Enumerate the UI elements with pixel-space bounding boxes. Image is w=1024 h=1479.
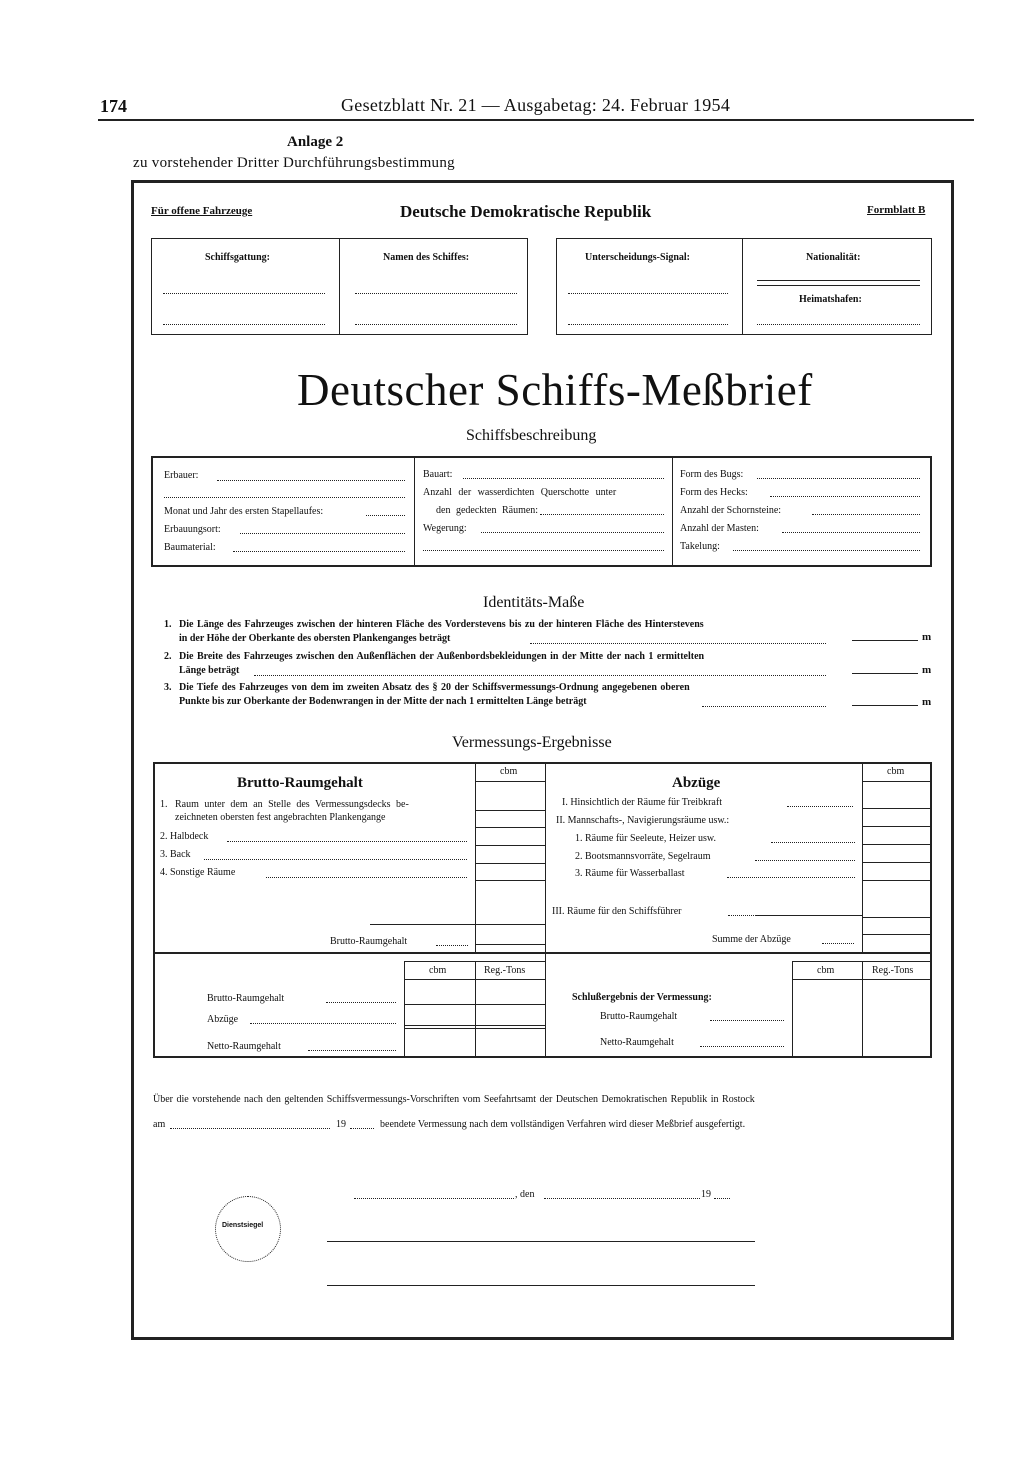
- bauart-field[interactable]: [463, 478, 664, 479]
- annex-title: Anlage 2: [287, 134, 344, 150]
- brutto-cbm-1b[interactable]: [475, 827, 545, 828]
- identitaet-text-3a: Die Tiefe des Fahrzeuges von dem im zweiten Absatz des § 20 der Schiffsvermessungs-Ordnung angegebenen oberen: [179, 682, 690, 693]
- schornsteine-field[interactable]: [812, 514, 920, 515]
- identitaet-text-2a: Die Breite des Fahrzeuges zwischen den Außenflächen der Außenbordsbekleidungen in der Mitte der nach 1 ermittelten: [179, 651, 705, 662]
- masten-field[interactable]: [782, 532, 920, 533]
- identitaet-unit-3: m: [922, 696, 932, 708]
- brutto-item1-b: zeichneten obersten fest angebrachten Plankengange: [175, 812, 386, 823]
- brutto-item2: 2. Halbdeck: [160, 831, 209, 842]
- footer-year-field[interactable]: [350, 1128, 374, 1129]
- footer-date2-field[interactable]: [544, 1198, 700, 1199]
- nationalitaet-field[interactable]: [757, 280, 920, 281]
- breite-value-field[interactable]: [852, 673, 918, 674]
- schiffsgattung-label: Schiffsgattung:: [205, 252, 271, 263]
- signal-field-2[interactable]: [568, 324, 728, 325]
- identitaet-title: Identitäts-Maße: [483, 594, 585, 611]
- divider: [545, 952, 546, 1058]
- divider: [792, 961, 932, 962]
- identitaet-leader-2: [254, 675, 826, 676]
- divider: [792, 961, 793, 1058]
- identitaet-unit-1: m: [922, 631, 932, 643]
- divider: [792, 979, 932, 980]
- brutto-unit: cbm: [500, 766, 518, 777]
- masten-label: Anzahl der Masten:: [680, 523, 759, 534]
- divider: [404, 961, 545, 962]
- identitaet-text-2b: Länge beträgt: [179, 665, 240, 676]
- summary-left-regtons: Reg.-Tons: [484, 965, 526, 976]
- namen-field-2[interactable]: [355, 324, 517, 325]
- heimatshafen-field[interactable]: [757, 324, 920, 325]
- erbauungsort-label: Erbauungsort:: [164, 524, 221, 535]
- divider: [862, 961, 863, 1058]
- divider: [414, 456, 415, 567]
- brutto-cbm-4[interactable]: [475, 880, 545, 881]
- summary-left-brutto: Brutto-Raumgehalt: [207, 993, 285, 1004]
- erbauer-field-2[interactable]: [164, 497, 405, 498]
- divider: [545, 762, 546, 952]
- schiffsgattung-field-2[interactable]: [163, 324, 325, 325]
- wegerung-field[interactable]: [481, 532, 664, 533]
- baumaterial-field[interactable]: [233, 551, 405, 552]
- footer-place-field[interactable]: [354, 1198, 514, 1199]
- abzuege-iii: III. Räume für den Schiffsführer: [552, 906, 682, 917]
- bug-field[interactable]: [757, 478, 920, 479]
- abzuege-title: Abzüge: [672, 775, 721, 791]
- brutto-total-leader: [436, 945, 468, 946]
- page-number: 174: [100, 96, 127, 116]
- brutto-item3-leader: [204, 859, 467, 860]
- divider: [404, 979, 545, 980]
- divider: [404, 961, 405, 1058]
- schiffsgattung-field[interactable]: [163, 293, 325, 294]
- identitaet-leader-3: [702, 706, 826, 707]
- identitaet-num-2: 2.: [164, 651, 172, 662]
- divider: [475, 961, 476, 1058]
- querschotte-field[interactable]: [540, 514, 664, 515]
- heck-label: Form des Hecks:: [680, 487, 748, 498]
- abzuege-cbm-ii1[interactable]: [862, 844, 932, 845]
- brutto-cbm-total[interactable]: [475, 944, 545, 945]
- abzuege-cbm-i[interactable]: [862, 808, 932, 809]
- abzuege-ii1: 1. Räume für Seeleute, Heizer usw.: [575, 833, 716, 844]
- divider: [862, 762, 863, 952]
- identitaet-leader-1: [530, 643, 826, 644]
- brutto-item4: 4. Sonstige Räume: [160, 867, 236, 878]
- abzuege-cbm-summe[interactable]: [862, 934, 932, 935]
- footer-den: , den: [515, 1189, 535, 1200]
- abzuege-i: I. Hinsichtlich der Räume für Treibkraft: [562, 797, 722, 808]
- signature-line-2[interactable]: [327, 1285, 755, 1286]
- abzuege-cbm-ii3[interactable]: [862, 880, 932, 881]
- summary-right-brutto: Brutto-Raumgehalt: [600, 1011, 678, 1022]
- nationalitaet-label: Nationalität:: [806, 252, 861, 263]
- baumaterial-label: Baumaterial:: [164, 542, 216, 553]
- footer-line1: Über die vorstehende nach den geltenden Schiffsvermessungs-Vorschriften vom Seefahrtsamt der Deutschen Demokratischen Republik in Rostock: [153, 1094, 755, 1105]
- summary-right-netto-leader: [700, 1046, 784, 1047]
- heck-field[interactable]: [770, 496, 920, 497]
- brutto-title: Brutto-Raumgehalt: [237, 775, 363, 791]
- summary-left-sum-rule: [404, 1028, 545, 1029]
- summary-right-regtons: Reg.-Tons: [872, 965, 914, 976]
- brutto-cbm-3[interactable]: [475, 863, 545, 864]
- schornsteine-label: Anzahl der Schornsteine:: [680, 505, 782, 516]
- brutto-cbm-2[interactable]: [475, 845, 545, 846]
- abzuege-i-leader: [787, 806, 853, 807]
- summary-left-netto-leader: [308, 1050, 396, 1051]
- querschotte-label: Anzahl der wasserdichten Querschotte unter: [423, 487, 617, 498]
- erbauer-field[interactable]: [217, 480, 405, 481]
- footer-date-field[interactable]: [170, 1128, 330, 1129]
- brutto-item3: 3. Back: [160, 849, 191, 860]
- bug-label: Form des Bugs:: [680, 469, 744, 480]
- monat-field[interactable]: [366, 515, 405, 516]
- takelung-field[interactable]: [733, 550, 920, 551]
- summary-right-netto: Netto-Raumgehalt: [600, 1037, 674, 1048]
- namen-label: Namen des Schiffes:: [383, 252, 470, 263]
- namen-field[interactable]: [355, 293, 517, 294]
- summary-divider: [153, 952, 932, 954]
- summary-left-brutto-cells[interactable]: [404, 1004, 545, 1005]
- abzuege-ii: II. Mannschafts-, Navigierungsräume usw.:: [556, 815, 730, 826]
- abzuege-summe-leader: [822, 943, 854, 944]
- abzuege-ii3: 3. Räume für Wasserballast: [575, 868, 685, 879]
- main-title: Deutscher Schiffs-Meßbrief: [297, 365, 813, 415]
- wegerung-field-2[interactable]: [423, 550, 664, 551]
- summary-right-brutto-leader: [710, 1020, 784, 1021]
- divider: [475, 781, 545, 782]
- summary-right-title: Schlußergebnis der Vermessung:: [572, 992, 712, 1003]
- ergebnisse-title: Vermessungs-Ergebnisse: [452, 734, 612, 751]
- open-vessels-label: Für offene Fahrzeuge: [151, 205, 253, 217]
- footer-year2-field[interactable]: [714, 1198, 730, 1199]
- signal-field[interactable]: [568, 293, 728, 294]
- summary-left-abzuege-leader: [250, 1023, 396, 1024]
- header-rule: [98, 119, 974, 121]
- summary-left-abzuege-cells[interactable]: [404, 1025, 545, 1026]
- erbauer-label: Erbauer:: [164, 470, 199, 481]
- identitaet-text-1b: in der Höhe der Oberkante des obersten Plankenganges beträgt: [179, 633, 451, 644]
- divider: [672, 456, 673, 567]
- abzuege-ii2: 2. Bootsmannsvorräte, Segelraum: [575, 851, 711, 862]
- footer-year2: 19: [701, 1189, 711, 1200]
- abzuege-cbm-ii[interactable]: [862, 826, 932, 827]
- monat-label: Monat und Jahr des ersten Stapellaufes:: [164, 506, 324, 517]
- running-title: Gesetzblatt Nr. 21 — Ausgabetag: 24. Februar 1954: [341, 95, 731, 115]
- abzuege-cbm-iii[interactable]: [862, 917, 932, 918]
- abzuege-cbm-ii2[interactable]: [862, 862, 932, 863]
- signature-line-1[interactable]: [327, 1241, 755, 1242]
- nationalitaet-field-2: [757, 285, 920, 286]
- identitaet-num-3: 3.: [164, 682, 172, 693]
- annex-subtitle: zu vorstehender Dritter Durchführungsbestimmung: [133, 155, 455, 171]
- summary-right-cbm: cbm: [817, 965, 835, 976]
- abzuege-sum-rule: [756, 915, 862, 916]
- footer-line2: beendete Vermessung nach dem vollständigen Verfahren wird dieser Meßbrief ausgefertigt.: [380, 1119, 746, 1130]
- footer-am: am: [153, 1119, 166, 1130]
- heimatshafen-label: Heimatshafen:: [799, 294, 862, 305]
- formblatt-label: Formblatt B: [867, 204, 926, 216]
- identitaet-num-1: 1.: [164, 619, 172, 630]
- tiefe-value-field[interactable]: [852, 705, 918, 706]
- footer-year: 19: [336, 1119, 346, 1130]
- querschotte-label-2: den gedeckten Räumen:: [436, 505, 539, 516]
- identitaet-unit-2: m: [922, 664, 932, 676]
- beschreibung-title: Schiffsbeschreibung: [466, 427, 597, 444]
- official-seal: [215, 1196, 281, 1262]
- brutto-sum-rule: [370, 924, 475, 925]
- brutto-cbm-sum[interactable]: [475, 924, 545, 925]
- brutto-item1-num: 1.: [160, 799, 168, 810]
- erbauungsort-field[interactable]: [240, 533, 405, 534]
- signal-label: Unterscheidungs-Signal:: [585, 252, 691, 263]
- bauart-label: Bauart:: [423, 469, 453, 480]
- brutto-item1-a: Raum unter dem an Stelle des Vermessungsdecks be-: [175, 799, 409, 810]
- abzuege-unit: cbm: [887, 766, 905, 777]
- brutto-item4-leader: [266, 877, 467, 878]
- brutto-cbm-1[interactable]: [475, 810, 545, 811]
- brutto-item2-leader: [227, 841, 467, 842]
- abzuege-summe: Summe der Abzüge: [712, 934, 791, 945]
- identitaet-text-1a: Die Länge des Fahrzeuges zwischen der hinteren Fläche des Vorderstevens bis zu der hinteren Fläche des Hinterstevens: [179, 619, 704, 630]
- summary-left-cbm: cbm: [429, 965, 447, 976]
- abzuege-ii3-leader: [727, 877, 855, 878]
- abzuege-ii1-leader: [771, 842, 855, 843]
- abzuege-ii2-leader: [755, 860, 855, 861]
- takelung-label: Takelung:: [680, 541, 720, 552]
- identitaet-text-3b: Punkte bis zur Oberkante der Bodenwrangen in der Mitte der nach 1 ermittelten Länge beträgt: [179, 696, 587, 707]
- brutto-total-label: Brutto-Raumgehalt: [330, 936, 408, 947]
- divider: [339, 238, 340, 335]
- summary-left-abzuege: Abzüge: [207, 1014, 239, 1025]
- official-seal-label: Dienstsiegel: [222, 1222, 264, 1229]
- laenge-value-field[interactable]: [852, 640, 918, 641]
- abzuege-iii-leader: [728, 915, 756, 916]
- republic-title: Deutsche Demokratische Republik: [400, 202, 652, 221]
- form-frame: [131, 180, 954, 1340]
- summary-left-netto: Netto-Raumgehalt: [207, 1041, 281, 1052]
- summary-left-brutto-leader: [326, 1002, 396, 1003]
- wegerung-label: Wegerung:: [423, 523, 467, 534]
- divider: [862, 781, 932, 782]
- divider: [742, 238, 743, 335]
